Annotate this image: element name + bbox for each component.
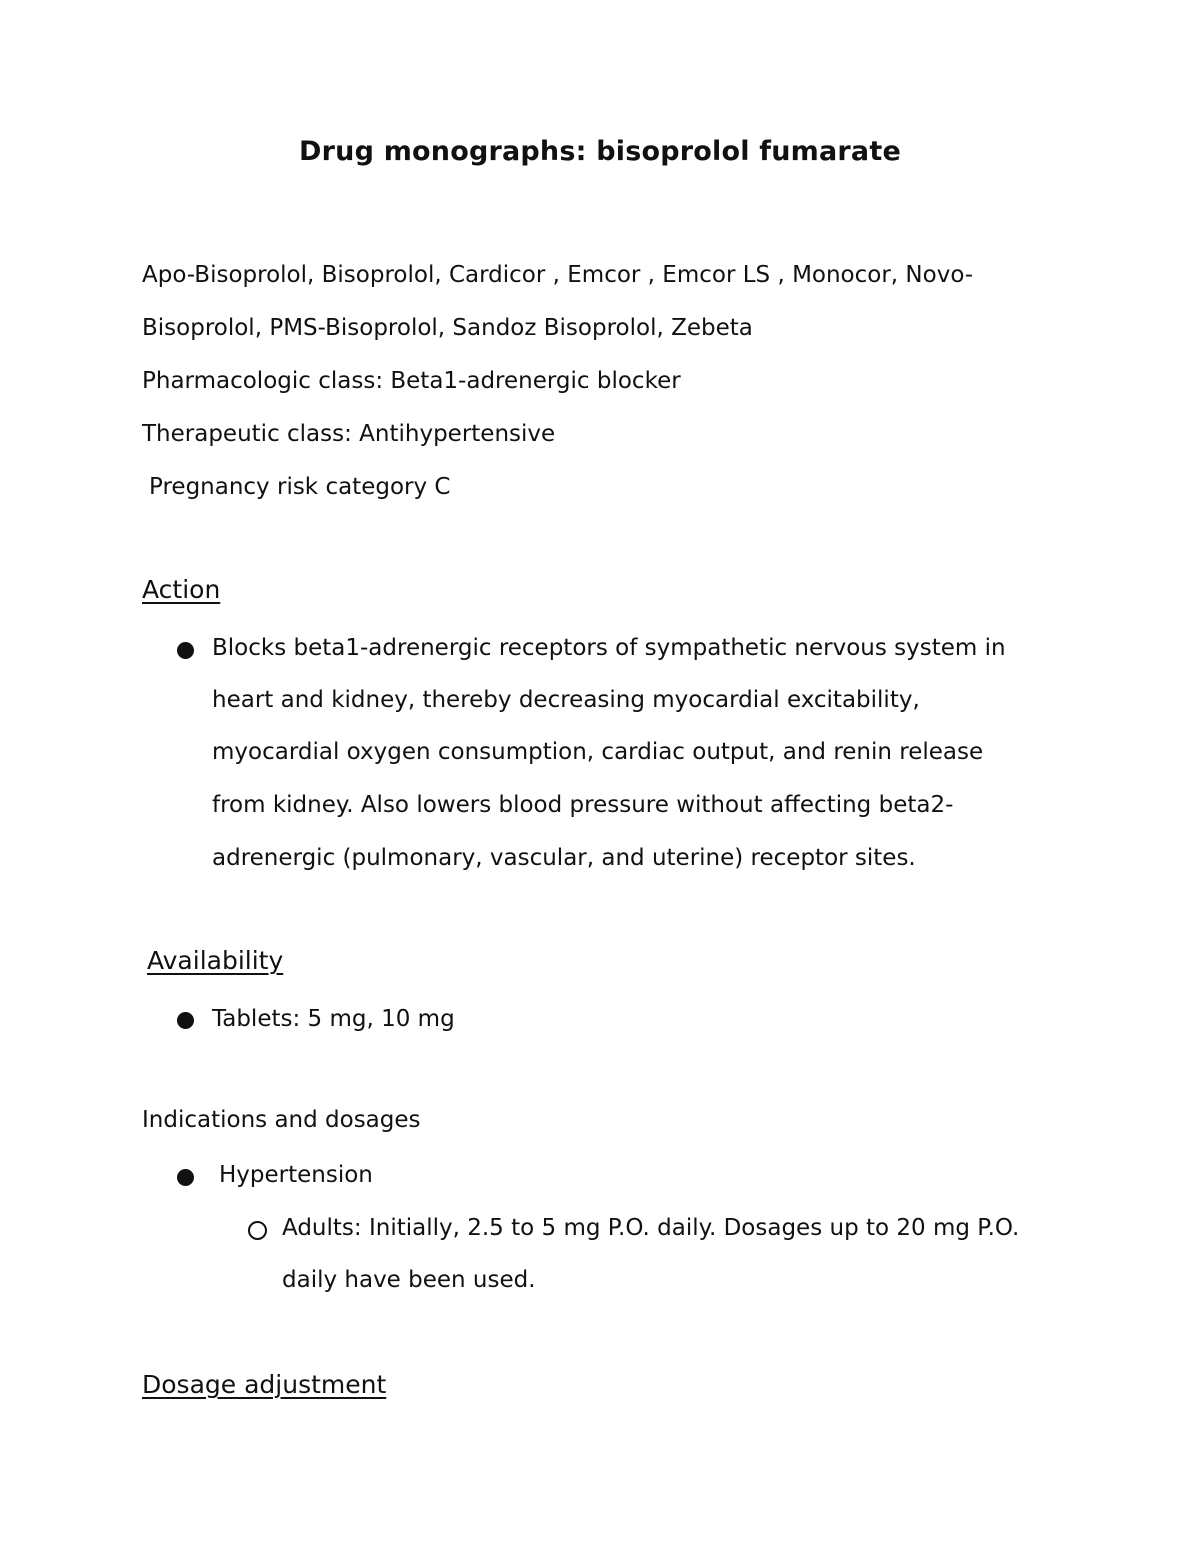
action-heading: Action <box>142 575 221 604</box>
brand-names-line-2: Bisoprolol, PMS-Bisoprolol, Sandoz Bisoprolol, Zebeta <box>142 315 753 341</box>
indications-heading: Indications and dosages <box>142 1107 421 1133</box>
dosage-text-line-2: daily have been used. <box>282 1267 536 1293</box>
pregnancy-category: Pregnancy risk category C <box>149 474 451 500</box>
pharmacologic-class: Pharmacologic class: Beta1-adrenergic blocker <box>142 368 681 394</box>
therapeutic-class: Therapeutic class: Antihypertensive <box>142 421 556 447</box>
dosage-text-line-1: Adults: Initially, 2.5 to 5 mg P.O. daily. Dosages up to 20 mg P.O. <box>282 1215 1020 1241</box>
page-title: Drug monographs: bisoprolol fumarate <box>299 136 901 167</box>
indication-hypertension: Hypertension <box>219 1162 373 1188</box>
availability-heading: Availability <box>147 946 284 975</box>
availability-text: Tablets: 5 mg, 10 mg <box>212 1006 455 1032</box>
action-text-line-3: myocardial oxygen consumption, cardiac output, and renin release <box>212 739 984 765</box>
action-text-line-1: Blocks beta1-adrenergic receptors of sympathetic nervous system in <box>212 635 1006 661</box>
hollow-bullet-icon <box>248 1221 267 1240</box>
action-text-line-4: from kidney. Also lowers blood pressure without affecting beta2- <box>212 792 954 818</box>
dosage-adjustment-heading: Dosage adjustment <box>142 1370 387 1399</box>
action-text-line-5: adrenergic (pulmonary, vascular, and uterine) receptor sites. <box>212 845 916 871</box>
bullet-icon <box>177 1169 194 1186</box>
bullet-icon <box>177 1012 194 1029</box>
bullet-icon <box>177 642 194 659</box>
brand-names-line-1: Apo-Bisoprolol, Bisoprolol, Cardicor , Emcor , Emcor LS , Monocor, Novo- <box>142 262 974 288</box>
action-text-line-2: heart and kidney, thereby decreasing myocardial excitability, <box>212 687 920 713</box>
